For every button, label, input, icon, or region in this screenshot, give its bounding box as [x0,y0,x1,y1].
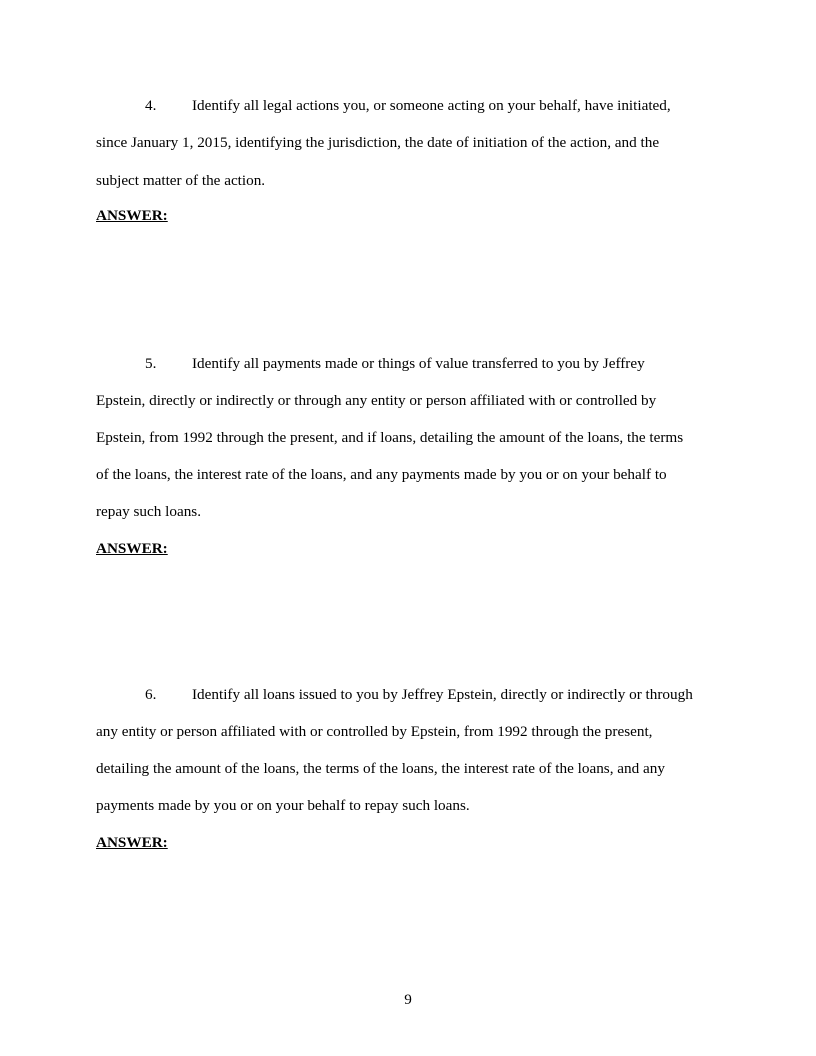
interrogatory-text-line: any entity or person affiliated with or controlled by Epstein, from 1992 through the present, [96,723,653,740]
interrogatory-text-line: Identify all legal actions you, or someone acting on your behalf, have initiated, [192,97,671,114]
interrogatory-text-line: payments made by you or on your behalf to repay such loans. [96,797,470,814]
interrogatory-number: 4. [145,97,157,114]
answer-label: ANSWER: [96,834,168,851]
interrogatory-text-line: of the loans, the interest rate of the loans, and any payments made by you or on your behalf to [96,466,667,483]
answer-label: ANSWER: [96,540,168,557]
answer-label: ANSWER: [96,207,168,224]
interrogatory-text-line: Epstein, from 1992 through the present, and if loans, detailing the amount of the loans, the terms [96,429,684,446]
interrogatory-text-line: since January 1, 2015, identifying the jurisdiction, the date of initiation of the action, and the [96,134,660,151]
interrogatory-text-line: Identify all loans issued to you by Jeffrey Epstein, directly or indirectly or through [192,686,693,703]
interrogatory-text-line: detailing the amount of the loans, the terms of the loans, the interest rate of the loans, and any [96,760,665,777]
page-number: 9 [404,991,412,1008]
interrogatory-number: 6. [145,686,157,703]
interrogatory-number: 5. [145,355,157,372]
interrogatory-text-line: Epstein, directly or indirectly or through any entity or person affiliated with or controlled by [96,392,657,409]
interrogatory-text-line: subject matter of the action. [96,172,266,189]
interrogatory-text-line: repay such loans. [96,503,202,520]
interrogatory-text-line: Identify all payments made or things of value transferred to you by Jeffrey [192,355,645,372]
